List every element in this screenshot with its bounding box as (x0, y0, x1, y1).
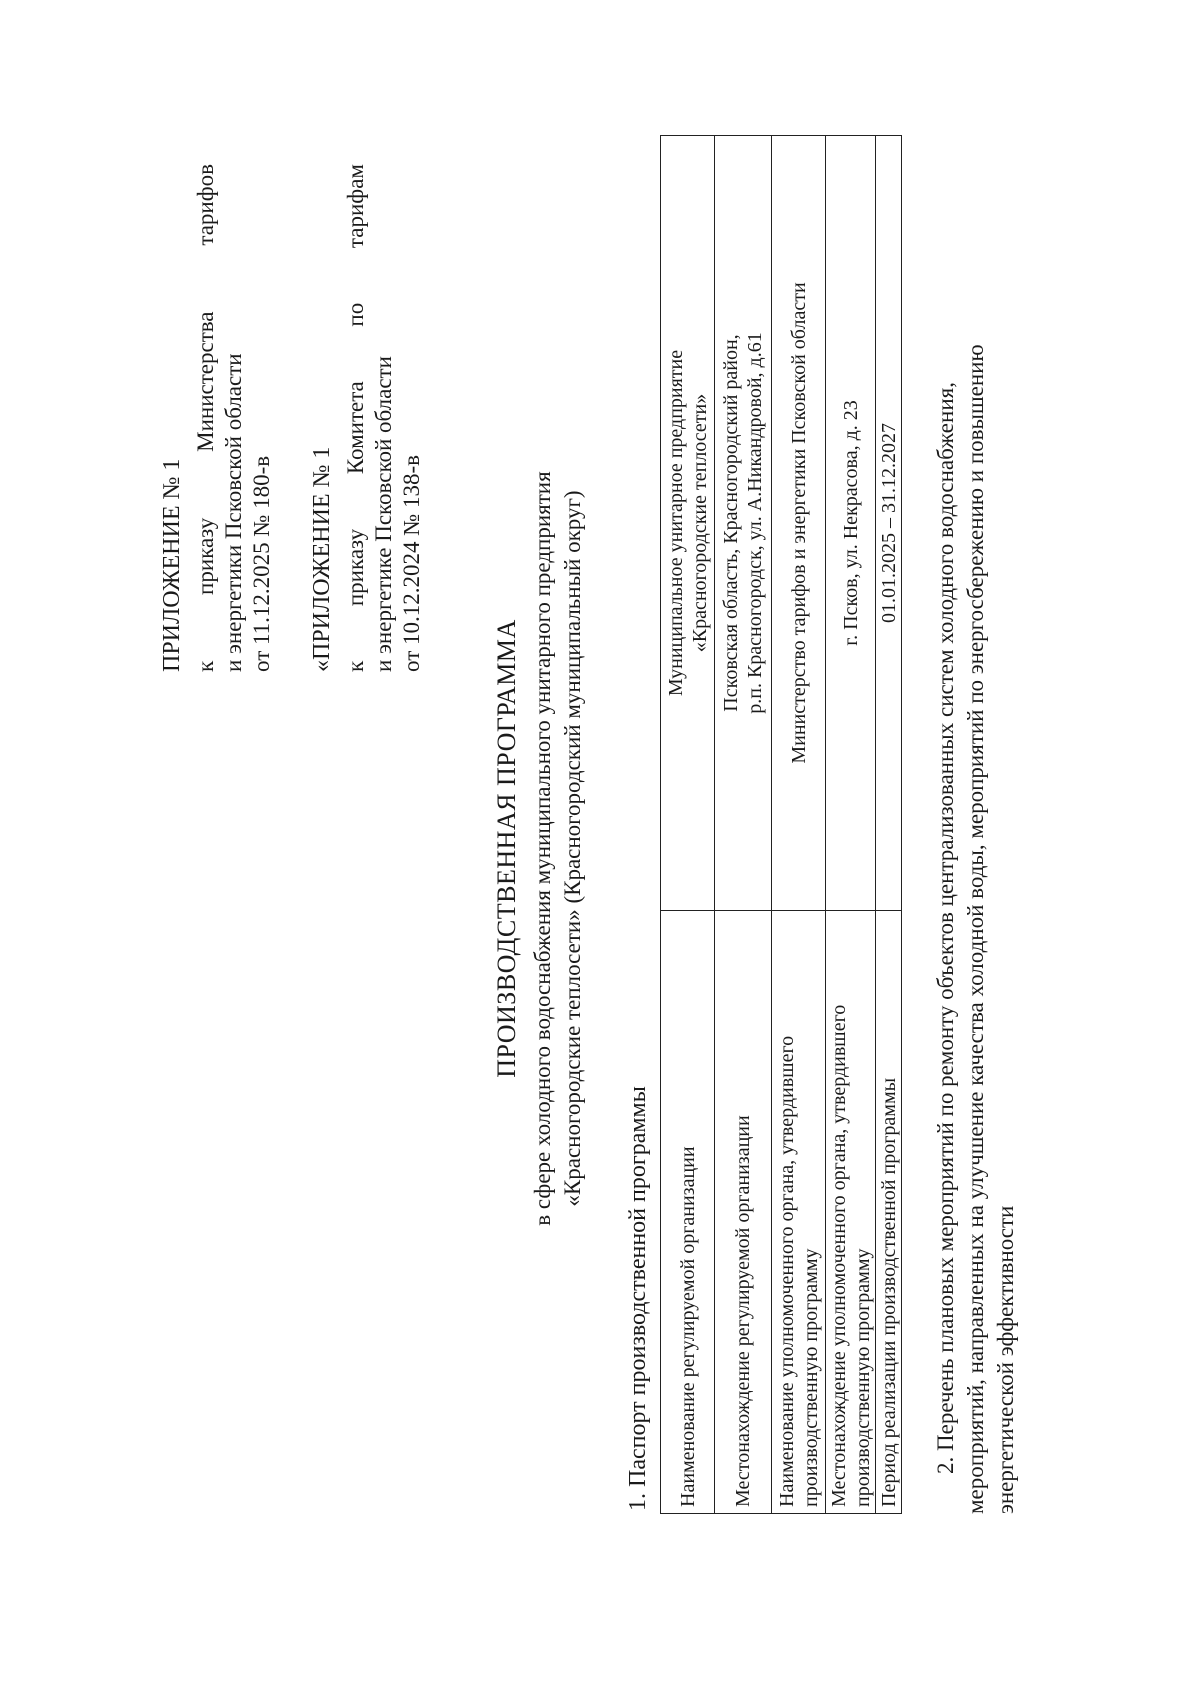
cell-text: Псковская область, Красногородский район, (720, 334, 742, 712)
cell-text: Министерство тарифов и энергетики Псковской области (787, 282, 810, 764)
table-row (715, 136, 772, 1514)
passport-label-cell (661, 911, 715, 1514)
word: тарифов (193, 164, 218, 246)
cell-text: 01.01.2025 – 31.12.2027 (877, 423, 900, 623)
cell-text: Наименование уполномоченного органа, утвердившего (775, 1035, 798, 1507)
passport-table (660, 135, 902, 1514)
appendix-authority: и энергетике Псковской области (371, 356, 396, 672)
word: приказу (193, 517, 218, 595)
passport-value-cell (826, 136, 876, 911)
passport-heading: 1. Паспорт производственной программы (625, 1086, 651, 1511)
cell-text: г. Псков, ул. Некрасова, д. 23 (839, 400, 862, 646)
document-subtitle: «Красногородские теплосети» (Красногородский муниципальный округ) (560, 490, 585, 1207)
cell-text: производственную программу (851, 1248, 874, 1507)
appendix-date-number: от 10.12.2024 № 138-в (399, 455, 424, 672)
word: к (343, 660, 368, 672)
appendix-title: ПРИЛОЖЕНИЕ № 1 (159, 458, 185, 672)
cell-text: «Красногородские теплосети» (688, 393, 711, 653)
passport-value-cell (876, 136, 902, 911)
cell-text: Местонахождение регулируемой организации (732, 1115, 754, 1507)
section2-line: мероприятий, направленных на улучшение качества холодной воды, мероприятий по энергосбережению и повышению (963, 344, 988, 1514)
word: к (193, 660, 218, 672)
passport-label-cell (772, 911, 826, 1514)
cell-text: Местонахождение уполномоченного органа, утвердившего (827, 1004, 850, 1507)
cell-text: р.п. Красногородск, ул. А.Никандровой, д.61 (744, 332, 766, 714)
cell-text: Период реализации производственной программы (877, 1077, 900, 1507)
section2-line: 2. Перечень плановых мероприятий по ремонту объектов централизованных систем холодного водоснабжения, (933, 382, 958, 1474)
cell-text: Муниципальное унитарное предприятие (664, 349, 687, 697)
appendix-order-line (192, 164, 220, 672)
passport-value-cell (661, 136, 715, 911)
table-row (661, 136, 715, 1514)
appendix-authority: и энергетики Псковской области (221, 353, 246, 672)
passport-label-cell (715, 911, 772, 1514)
passport-value-cell (772, 136, 826, 911)
passport-label-cell (826, 911, 876, 1514)
passport-value-cell (715, 136, 772, 911)
cell-text: Наименование регулируемой организации (676, 1146, 699, 1507)
appendix-order-line (342, 164, 370, 672)
document-title: ПРОИЗВОДСТВЕННАЯ ПРОГРАММА (492, 619, 521, 1078)
section2-line: энергетической эффективности (993, 1205, 1018, 1514)
word: по (343, 302, 368, 327)
passport-label-cell (876, 911, 902, 1514)
word: Комитета (343, 381, 368, 475)
table-row (772, 136, 826, 1514)
word: Министерства (193, 311, 218, 452)
cell-text: производственную программу (799, 1248, 822, 1507)
word: приказу (343, 528, 368, 607)
table-row (876, 136, 902, 1514)
appendix-date-number: от 11.12.2025 № 180-в (249, 455, 274, 672)
table-row (826, 136, 876, 1514)
appendix-title: «ПРИЛОЖЕНИЕ № 1 (309, 446, 335, 672)
document-subtitle: в сфере холодного водоснабжения муниципального унитарного предприятия (530, 471, 555, 1226)
word: тарифам (343, 164, 368, 249)
